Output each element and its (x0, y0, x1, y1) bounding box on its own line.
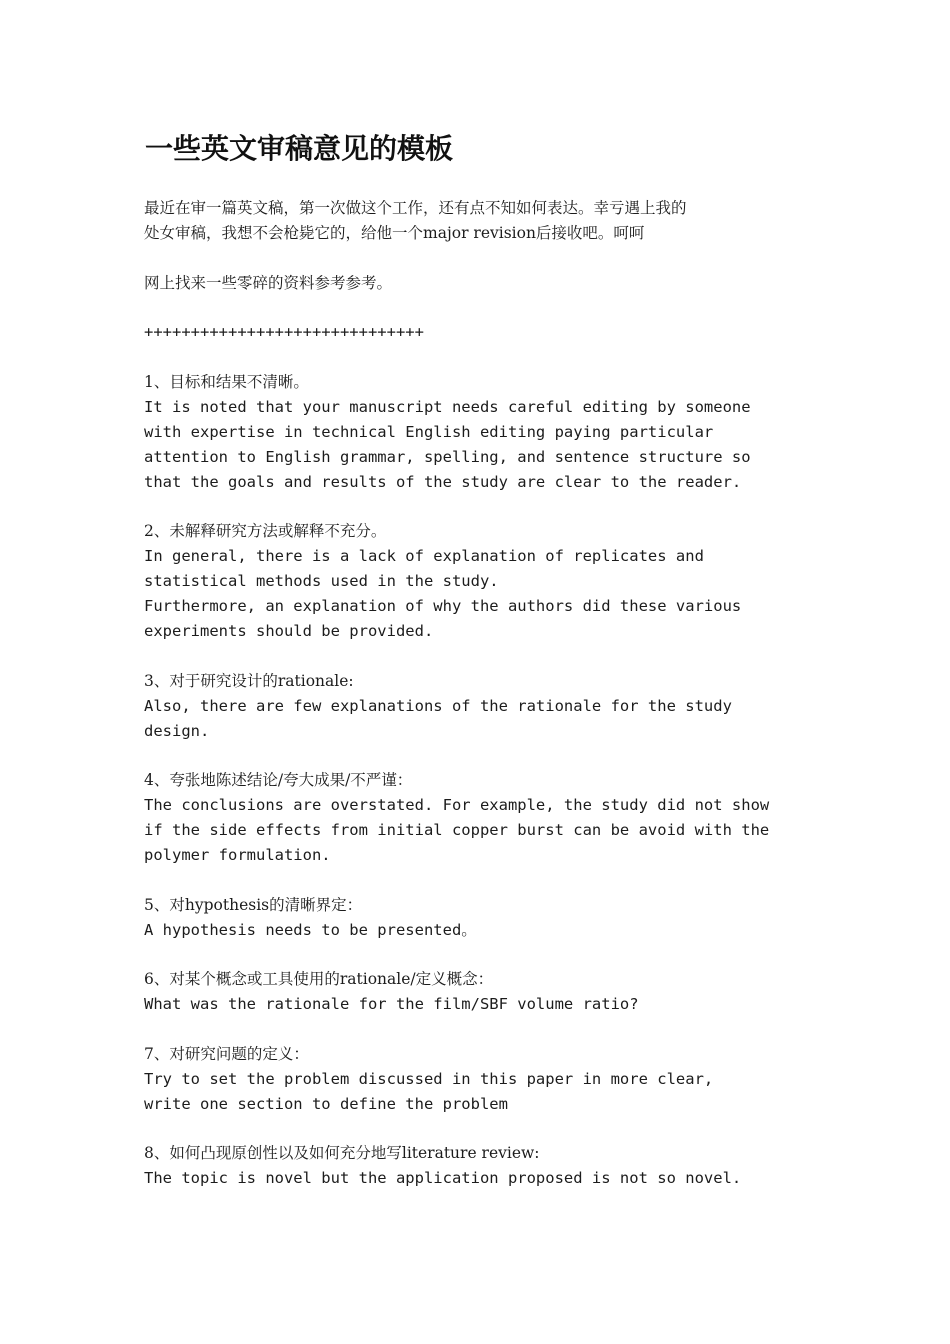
intro-line: 最近在审一篇英文稿，第一次做这个工作，还有点不知如何表达。幸亏遇上我的 (144, 199, 687, 217)
item-text-line: Furthermore, an explanation of why the authors did these various (144, 597, 742, 615)
item-text-line: experiments should be provided. (144, 622, 434, 640)
intro-paragraph (144, 196, 814, 246)
item-text-line: design. (144, 721, 210, 740)
intro-line: 处女审稿，我想不会枪毙它的，给他一个major revision后接收吧。呵呵 (144, 224, 645, 242)
item-text-line: It is noted that your manuscript needs careful editing by someone (144, 397, 751, 416)
item-text-line: that the goals and results of the study are clear to the reader. (144, 472, 742, 491)
document-body (144, 196, 814, 1191)
review-item-1 (144, 370, 814, 495)
item-heading: 6、对某个概念或工具使用的rationale/定义概念： (144, 970, 494, 988)
item-heading: 4、夸张地陈述结论/夸大成果/不严谨： (144, 771, 413, 789)
item-heading: 7、对研究问题的定义： (144, 1044, 309, 1063)
item-text-line: In general, there is a lack of explanation of replicates and (144, 547, 704, 565)
item-text-line: with expertise in technical English editing paying particular (144, 422, 714, 441)
item-text-line: The topic is novel but the application proposed is not so novel. (144, 1169, 742, 1187)
note-paragraph: 网上找来一些零碎的资料参考参考。 (144, 273, 393, 292)
document-title: 一些英文审稿意见的模板 (145, 132, 454, 165)
divider-line: ++++++++++++++++++++++++++++++ (144, 323, 424, 341)
item-heading: 3、对于研究设计的rationale: (144, 671, 354, 690)
item-text-line: statistical methods used in the study. (144, 572, 499, 590)
review-item-3 (144, 669, 814, 744)
item-text-line: polymer formulation. (144, 846, 331, 864)
item-heading: 5、对hypothesis的清晰界定： (144, 895, 363, 914)
review-item-8 (144, 1141, 814, 1191)
item-heading: 2、未解释研究方法或解释不充分。 (144, 522, 387, 540)
review-item-6 (144, 967, 814, 1017)
item-heading: 8、如何凸现原创性以及如何充分地写literature review: (144, 1144, 540, 1162)
item-text-line: The conclusions are overstated. For example, the study did not show (144, 796, 770, 814)
item-text-line: attention to English grammar, spelling, and sentence structure so (144, 447, 751, 466)
item-text-line: if the side effects from initial copper burst can be avoid with the (144, 821, 770, 839)
item-text-line: A hypothesis needs to be presented。 (144, 920, 477, 939)
review-item-7 (144, 1042, 814, 1117)
review-item-2 (144, 519, 814, 644)
item-text-line: Try to set the problem discussed in this paper in more clear, (144, 1069, 714, 1088)
review-item-5 (144, 893, 814, 943)
item-text-line: Also, there are few explanations of the rationale for the study (144, 696, 732, 715)
item-text-line: What was the rationale for the film/SBF volume ratio? (144, 995, 639, 1013)
review-item-4 (144, 768, 814, 868)
item-heading: 1、目标和结果不清晰。 (144, 372, 309, 391)
item-text-line: write one section to define the problem (144, 1094, 508, 1113)
